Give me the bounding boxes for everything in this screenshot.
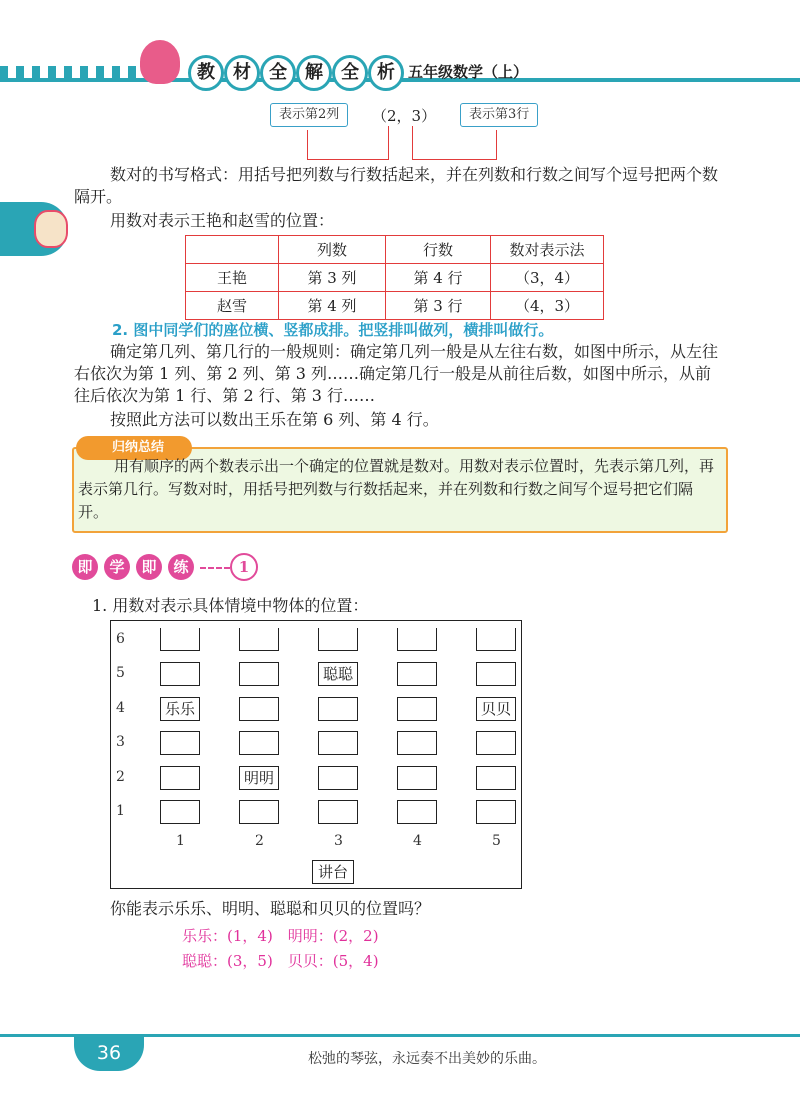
col-label: 3 [334, 833, 343, 849]
title-char: 教 [188, 55, 224, 91]
practice-char: 即 [72, 554, 98, 580]
seat [318, 766, 358, 790]
row-label: 5 [116, 665, 125, 681]
table-cell: （4，3） [491, 292, 604, 320]
arrow-right-v [496, 130, 497, 160]
seat [476, 766, 516, 790]
seat [239, 800, 279, 824]
table-header-row [186, 236, 604, 264]
practice-char: 学 [104, 554, 130, 580]
seat-lele: 乐乐 [160, 697, 200, 721]
answer-line-1: 乐乐：(1，4) 明明：(2，2) [182, 927, 379, 945]
seat [318, 628, 358, 651]
page-number: 36 [74, 1037, 144, 1071]
practice-char: 即 [136, 554, 162, 580]
practice-header [72, 553, 258, 579]
cat-face-icon [34, 210, 68, 248]
seat [476, 628, 516, 651]
section-heading-2: 2. 图中同学们的座位横、竖都成排。把竖排叫做列，横排叫做行。 [112, 321, 554, 339]
seat-mingming: 明明 [239, 766, 279, 790]
arrow-left-up [388, 126, 389, 160]
row-label-box: 表示第3行 [460, 103, 538, 127]
practice-char: 练 [168, 554, 194, 580]
seat [160, 800, 200, 824]
table-cell: 第 3 行 [386, 292, 491, 320]
summary-text: 用有顺序的两个数表示出一个确定的位置就是数对。用数对表示位置时，先表示第几列，再表示第几行。写数对时，用括号把列数与行数括起来，并在列数和行数之间写个逗号把它们隔开。 [78, 457, 715, 521]
col-label: 4 [413, 833, 422, 849]
seat [397, 766, 437, 790]
table-cell [186, 236, 279, 264]
grade-label: 五年级数学（上） [408, 63, 529, 81]
table-cell: 赵雪 [186, 292, 279, 320]
row-label: 4 [116, 700, 125, 716]
seat [397, 628, 437, 651]
title-char: 解 [296, 55, 332, 91]
paragraph-rules: 确定第几列、第几行的一般规则：确定第几列一般是从左往右数，如图中所示，从左往右依次为第 1 列、第 2 列、第 3 列……确定第几行一般是从前往后数，如图中所示，从前往后依次为第 1 行、第 2 行、第 3 行…… [74, 342, 719, 405]
seat [318, 697, 358, 721]
table-row [186, 264, 604, 292]
seat [397, 731, 437, 755]
seat [160, 731, 200, 755]
footer-motto: 松弛的琴弦，永远奏不出美妙的乐曲。 [308, 1051, 546, 1067]
seat [239, 731, 279, 755]
seat [397, 800, 437, 824]
seat [397, 662, 437, 686]
arrow-right-up [412, 126, 413, 160]
title-char: 材 [224, 55, 260, 91]
title-char: 全 [332, 55, 368, 91]
seat [318, 800, 358, 824]
col-label: 5 [492, 833, 501, 849]
seat-congcong: 聪聪 [318, 662, 358, 686]
practice-dash [200, 567, 230, 569]
col-label-box: 表示第2列 [270, 103, 348, 127]
table-cell: 列数 [279, 236, 386, 264]
col-label: 2 [255, 833, 264, 849]
table-cell: 第 4 列 [279, 292, 386, 320]
seat [239, 628, 279, 651]
seat [318, 731, 358, 755]
table-cell: 行数 [386, 236, 491, 264]
title-char: 全 [260, 55, 296, 91]
table-cell: 数对表示法 [491, 236, 604, 264]
summary-title: 归纳总结 [76, 436, 192, 460]
paragraph-example: 按照此方法可以数出王乐在第 6 列、第 4 行。 [110, 410, 439, 429]
seat-beibei: 贝贝 [476, 697, 516, 721]
arrow-right-h [412, 159, 496, 160]
table-cell: （3，4） [491, 264, 604, 292]
seat [476, 731, 516, 755]
table-row [186, 292, 604, 320]
seat [239, 662, 279, 686]
seat [160, 662, 200, 686]
seat [160, 628, 200, 651]
arrow-left-h [307, 159, 389, 160]
seat [476, 800, 516, 824]
row-label: 1 [116, 803, 125, 819]
podium: 讲台 [312, 860, 354, 884]
seat [476, 662, 516, 686]
answer-line-2: 聪聪：(3，5) 贝贝：(5，4) [182, 952, 379, 970]
practice-number: 1 [230, 553, 258, 581]
row-label: 3 [116, 734, 125, 750]
pair-example: （2，3） [372, 107, 437, 125]
seat [397, 697, 437, 721]
question-2: 你能表示乐乐、明明、聪聪和贝贝的位置吗？ [110, 899, 431, 918]
header-pattern [0, 66, 150, 78]
col-label: 1 [176, 833, 185, 849]
row-label: 2 [116, 769, 125, 785]
paragraph-intro-table: 用数对表示王艳和赵雪的位置： [110, 211, 335, 230]
table-cell: 第 4 行 [386, 264, 491, 292]
position-table [185, 235, 604, 320]
seat [160, 766, 200, 790]
table-cell: 第 3 列 [279, 264, 386, 292]
mascot-icon [140, 40, 180, 84]
row-label: 6 [116, 631, 125, 647]
seat [239, 697, 279, 721]
arrow-left-v [307, 130, 308, 160]
paragraph-format: 数对的书写格式：用括号把列数与行数括起来，并在列数和行数之间写个逗号把两个数隔开。 [74, 165, 719, 206]
title-char: 析 [368, 55, 404, 91]
question-1: 1. 用数对表示具体情境中物体的位置： [92, 596, 369, 615]
table-cell: 王艳 [186, 264, 279, 292]
